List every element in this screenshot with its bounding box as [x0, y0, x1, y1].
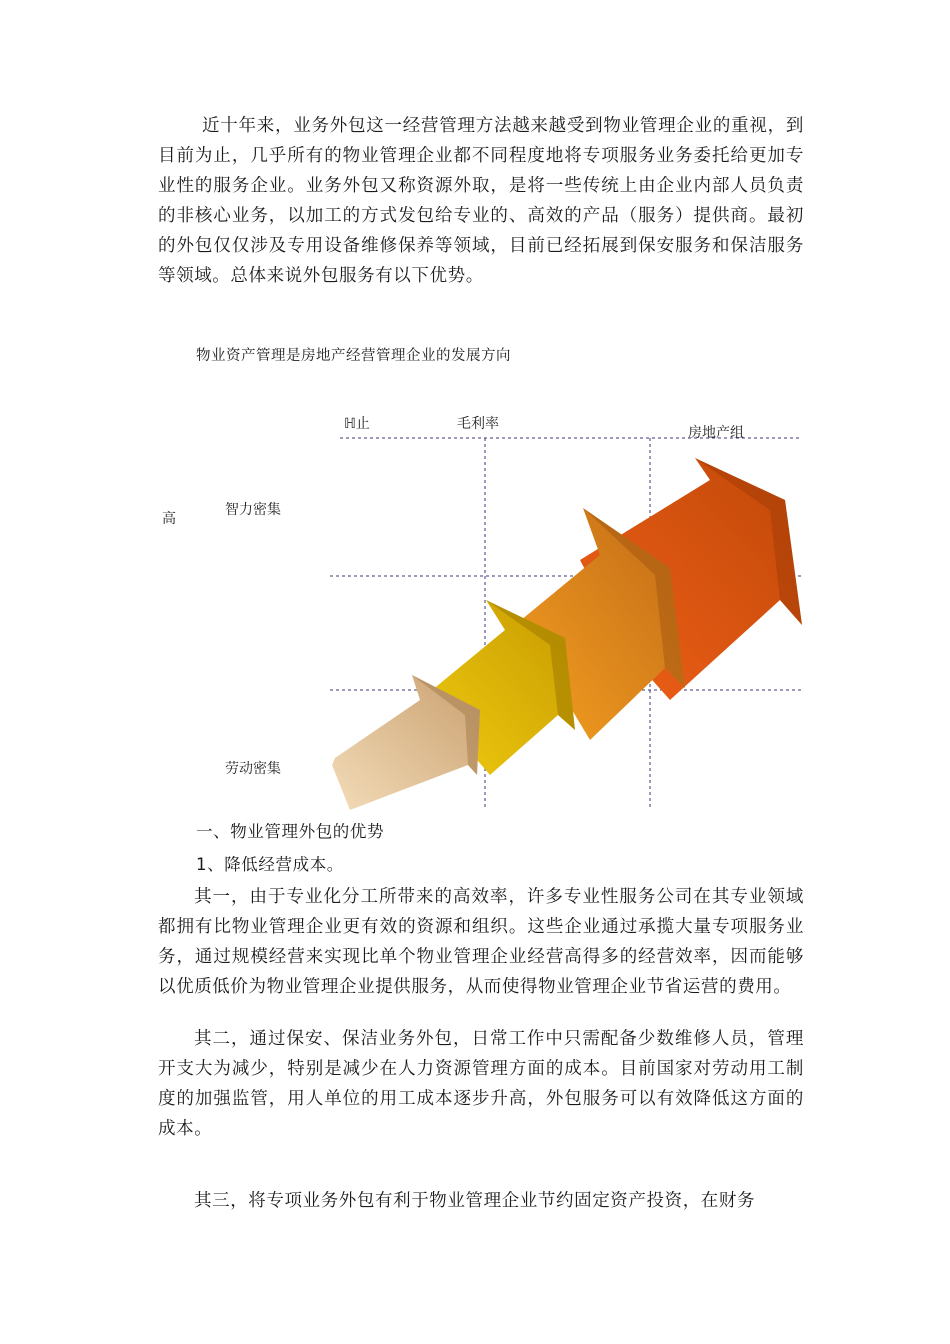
label-top-left: ℍ止 — [344, 416, 370, 432]
label-top-center: 毛利率 — [457, 416, 499, 432]
paragraph-1: 其一，由于专业化分工所带来的高效率，许多专业性服务公司在其专业领域都拥有比物业管理企业更有效的资源和组织。这些企业通过承揽大量专项服务业务，通过规模经营来实现比单个物业管理企业经营高得多的经营效率，因而能够以优质低价为物业管理企业提供服务，从而使得物业管理企业节省运营的费用。 — [158, 887, 804, 997]
section-heading: 一、物业管理外包的优势 — [196, 822, 385, 841]
arrow-diagram — [150, 400, 810, 815]
figure-caption: 物业资产管理是房地产经营管理企业的发展方向 — [196, 348, 511, 364]
label-top-right: 房地产组 — [688, 425, 744, 441]
paragraph-3: 其三，将专项业务外包有利于物业管理企业节约固定资产投资，在财务 — [194, 1191, 756, 1211]
subsection-heading: 1、降低经营成本。 — [196, 855, 344, 874]
label-upper: 智力密集 — [225, 502, 281, 518]
label-lower: 劳动密集 — [225, 761, 281, 777]
label-left-small: 高 — [162, 511, 176, 527]
paragraph-2: 其二，通过保安、保洁业务外包，日常工作中只需配备少数维修人员，管理开支大为减少，特别是减少在人力资源管理方面的成本。目前国家对劳动用工制度的加强监管，用人单位的用工成本逐步升高，外包服务可以有效降低这方面的成本。 — [158, 1029, 804, 1139]
intro-paragraph: 近十年来，业务外包这一经营管理方法越来越受到物业管理企业的重视，到目前为止，几乎所有的物业管理企业都不同程度地将专项服务业务委托给更加专业性的服务企业。业务外包又称资源外取，是将一些传统上由企业内部人员负责的非核心业务，以加工的方式发包给专业的、高效的产品（服务）提供商。最初的外包仅仅涉及专用设备维修保养等领域，目前已经拓展到保安服务和保洁服务等领域。总体来说外包服务有以下优势。 — [158, 116, 804, 286]
